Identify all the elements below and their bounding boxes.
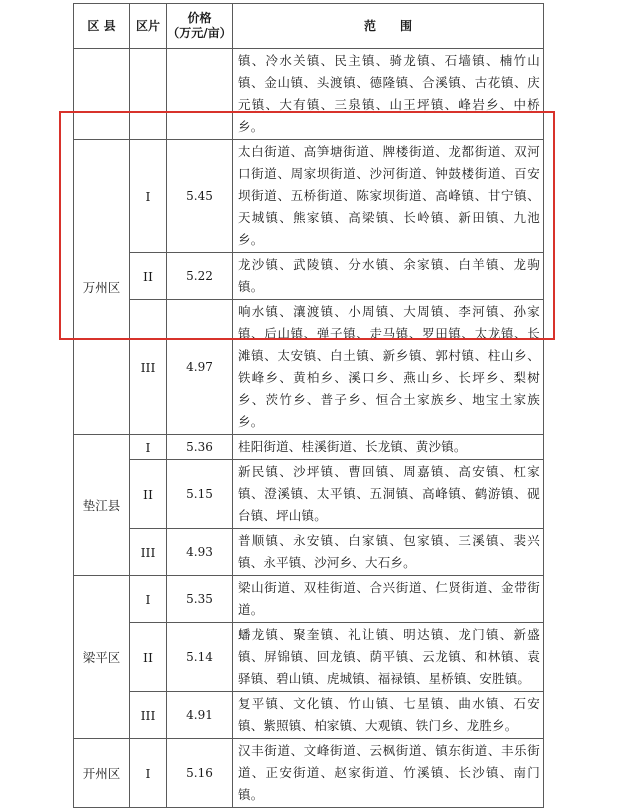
continuation-zone xyxy=(130,49,167,140)
scope-cell: 桂阳街道、桂溪街道、长龙镇、黄沙镇。 xyxy=(233,435,544,460)
price-cell: 4.93 xyxy=(167,529,233,576)
table-row xyxy=(74,460,544,529)
table-row xyxy=(74,692,544,739)
scope-cell: 梁山街道、双桂街道、合兴街道、仁贤街道、金带街道。 xyxy=(233,576,544,623)
continuation-county xyxy=(74,49,130,140)
continuation-price xyxy=(167,49,233,140)
price-cell: 5.35 xyxy=(167,576,233,623)
zone-cell: III xyxy=(130,300,167,435)
header-county: 区 县 xyxy=(74,4,130,49)
land-price-table xyxy=(73,3,544,808)
price-cell: 5.36 xyxy=(167,435,233,460)
table-row xyxy=(74,529,544,576)
county-cell-kaizhou: 开州区 xyxy=(74,739,130,808)
zone-cell: I xyxy=(130,739,167,808)
scope-cell: 复平镇、文化镇、竹山镇、七星镇、曲水镇、石安镇、紫照镇、柏家镇、大观镇、铁门乡、龙胜乡。 xyxy=(233,692,544,739)
scope-cell: 普顺镇、永安镇、白家镇、包家镇、三溪镇、裴兴镇、永平镇、沙河乡、大石乡。 xyxy=(233,529,544,576)
scope-cell: 新民镇、沙坪镇、曹回镇、周嘉镇、高安镇、杠家镇、澄溪镇、太平镇、五洞镇、高峰镇、鹤游镇、砚台镇、坪山镇。 xyxy=(233,460,544,529)
zone-cell: II xyxy=(130,460,167,529)
scope-cell: 响水镇、瀼渡镇、小周镇、大周镇、李河镇、孙家镇、后山镇、弹子镇、走马镇、罗田镇、太龙镇、长滩镇、太安镇、白土镇、新乡镇、郭村镇、柱山乡、铁峰乡、黄柏乡、溪口乡、燕山乡、长坪乡、梨树乡、茨竹乡、普子乡、恒合土家族乡、地宝土家族乡。 xyxy=(233,300,544,435)
table-row xyxy=(74,739,544,808)
table-row xyxy=(74,300,544,435)
zone-cell: III xyxy=(130,692,167,739)
continuation-scope: 镇、冷水关镇、民主镇、骑龙镇、石墙镇、楠竹山镇、金山镇、头渡镇、德隆镇、合溪镇、古花镇、庆元镇、大有镇、三泉镇、山王坪镇、峰岩乡、中桥乡。 xyxy=(233,49,544,140)
zone-cell: I xyxy=(130,576,167,623)
table-row xyxy=(74,253,544,300)
price-cell: 4.91 xyxy=(167,692,233,739)
price-cell: 5.15 xyxy=(167,460,233,529)
price-cell: 5.22 xyxy=(167,253,233,300)
zone-cell: II xyxy=(130,253,167,300)
header-price xyxy=(167,4,233,49)
header-price-line1: 价格 xyxy=(187,11,212,25)
zone-cell: I xyxy=(130,140,167,253)
header-zone: 区片 xyxy=(130,4,167,49)
price-cell: 5.45 xyxy=(167,140,233,253)
continuation-row xyxy=(74,49,544,140)
table-row xyxy=(74,435,544,460)
header-scope: 范 围 xyxy=(233,4,544,49)
scope-cell: 太白街道、高笋塘街道、牌楼街道、龙都街道、双河口街道、周家坝街道、沙河街道、钟鼓楼街道、百安坝街道、五桥街道、陈家坝街道、高峰镇、甘宁镇、天城镇、熊家镇、高梁镇、长岭镇、新田镇、九池乡。 xyxy=(233,140,544,253)
scope-cell: 蟠龙镇、聚奎镇、礼让镇、明达镇、龙门镇、新盛镇、屏锦镇、回龙镇、荫平镇、云龙镇、和林镇、袁驿镇、碧山镇、虎城镇、福禄镇、星桥镇、安胜镇。 xyxy=(233,623,544,692)
table-row xyxy=(74,576,544,623)
table-row xyxy=(74,140,544,253)
price-cell: 5.14 xyxy=(167,623,233,692)
price-cell: 4.97 xyxy=(167,300,233,435)
price-cell: 5.16 xyxy=(167,739,233,808)
table-row xyxy=(74,623,544,692)
scope-cell: 汉丰街道、文峰街道、云枫街道、镇东街道、丰乐街道、正安街道、赵家街道、竹溪镇、长沙镇、南门镇。 xyxy=(233,739,544,808)
header-row xyxy=(74,4,544,49)
county-cell-wanzhou: 万州区 xyxy=(74,140,130,435)
zone-cell: II xyxy=(130,623,167,692)
scope-cell: 龙沙镇、武陵镇、分水镇、余家镇、白羊镇、龙驹镇。 xyxy=(233,253,544,300)
county-cell-dianjiang: 垫江县 xyxy=(74,435,130,576)
zone-cell: III xyxy=(130,529,167,576)
zone-cell: I xyxy=(130,435,167,460)
header-price-line2: （万元/亩） xyxy=(167,26,232,40)
county-cell-liangping: 梁平区 xyxy=(74,576,130,739)
